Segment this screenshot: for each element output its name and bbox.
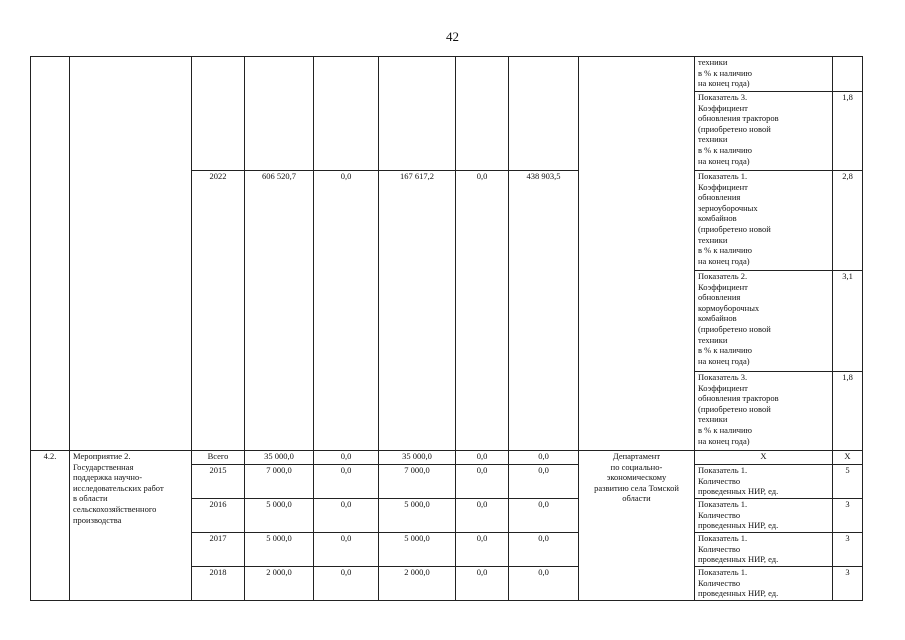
number-cell: [31, 57, 70, 451]
indicator-value-cell: 5: [833, 465, 863, 499]
page-number: 42: [446, 29, 459, 44]
indicator-cell: Показатель 1. Количество проведенных НИР, ед.: [695, 567, 833, 601]
other-cell: 0,0: [509, 567, 579, 601]
table-row: [31, 451, 863, 465]
regional-cell: 5 000,0: [379, 533, 456, 567]
year-cell: [192, 57, 245, 171]
other-cell: 0,0: [509, 499, 579, 533]
federal-cell: 0,0: [314, 499, 379, 533]
indicator-cell: Показатель 1. Количество проведенных НИР, ед.: [695, 533, 833, 567]
other-cell: 0,0: [509, 465, 579, 499]
indicator-value-cell: 1,8: [833, 92, 863, 171]
year-cell: 2017: [192, 533, 245, 567]
local-cell: 0,0: [456, 451, 509, 465]
other-cell: [509, 57, 579, 171]
federal-cell: 0,0: [314, 451, 379, 465]
regional-cell: 5 000,0: [379, 499, 456, 533]
indicator-cell: Показатель 3. Коэффициент обновления тракторов (приобретено новой техники в % к наличию на конец года): [695, 92, 833, 171]
indicator-cell: техники в % к наличию на конец года): [695, 57, 833, 92]
indicator-value-cell: 3,1: [833, 271, 863, 372]
federal-cell: 0,0: [314, 465, 379, 499]
indicator-cell: Показатель 3. Коэффициент обновления тракторов (приобретено новой техники в % к наличию на конец года): [695, 372, 833, 451]
local-cell: 0,0: [456, 567, 509, 601]
local-cell: [456, 57, 509, 171]
regional-cell: 35 000,0: [379, 451, 456, 465]
local-cell: 0,0: [456, 499, 509, 533]
executor-cell: [579, 57, 695, 451]
federal-cell: [314, 57, 379, 171]
table-row: [31, 57, 863, 92]
indicator-value-cell: 3: [833, 499, 863, 533]
regional-cell: 2 000,0: [379, 567, 456, 601]
federal-cell: 0,0: [314, 171, 379, 451]
total-cell: 2 000,0: [245, 567, 314, 601]
federal-cell: 0,0: [314, 533, 379, 567]
regional-cell: 7 000,0: [379, 465, 456, 499]
other-cell: 438 903,5: [509, 171, 579, 451]
other-cell: 0,0: [509, 451, 579, 465]
indicator-value-cell: 3: [833, 567, 863, 601]
indicator-value-cell: X: [833, 451, 863, 465]
executor-cell: Департамент по социально- экономическому развитию села Томской области: [579, 451, 695, 601]
indicator-cell: Показатель 1. Количество проведенных НИР, ед.: [695, 465, 833, 499]
total-cell: 5 000,0: [245, 533, 314, 567]
total-cell: 7 000,0: [245, 465, 314, 499]
year-cell: 2016: [192, 499, 245, 533]
indicator-cell: X: [695, 451, 833, 465]
indicator-cell: Показатель 1. Коэффициент обновления зерноуборочных комбайнов (приобретено новой техники в % к наличию на конец года): [695, 171, 833, 271]
year-cell: 2015: [192, 465, 245, 499]
other-cell: 0,0: [509, 533, 579, 567]
total-cell: [245, 57, 314, 171]
indicator-value-cell: [833, 57, 863, 92]
measure-name-cell: [70, 57, 192, 451]
year-cell: Всего: [192, 451, 245, 465]
measure-name-cell: Мероприятие 2. Государственная поддержка научно- исследовательских работ в области сельскохозяйственного производства: [70, 451, 192, 601]
local-cell: 0,0: [456, 465, 509, 499]
year-cell: 2022: [192, 171, 245, 451]
regional-cell: 167 617,2: [379, 171, 456, 451]
indicator-value-cell: 1,8: [833, 372, 863, 451]
number-cell: 4.2.: [31, 451, 70, 601]
local-cell: 0,0: [456, 533, 509, 567]
regional-cell: [379, 57, 456, 171]
indicator-value-cell: 3: [833, 533, 863, 567]
program-table: [30, 56, 863, 601]
indicator-value-cell: 2,8: [833, 171, 863, 271]
total-cell: 606 520,7: [245, 171, 314, 451]
local-cell: 0,0: [456, 171, 509, 451]
total-cell: 5 000,0: [245, 499, 314, 533]
federal-cell: 0,0: [314, 567, 379, 601]
year-cell: 2018: [192, 567, 245, 601]
indicator-cell: Показатель 1. Количество проведенных НИР, ед.: [695, 499, 833, 533]
indicator-cell: Показатель 2. Коэффициент обновления кормоуборочных комбайнов (приобретено новой техники в % к наличию на конец года): [695, 271, 833, 372]
total-cell: 35 000,0: [245, 451, 314, 465]
